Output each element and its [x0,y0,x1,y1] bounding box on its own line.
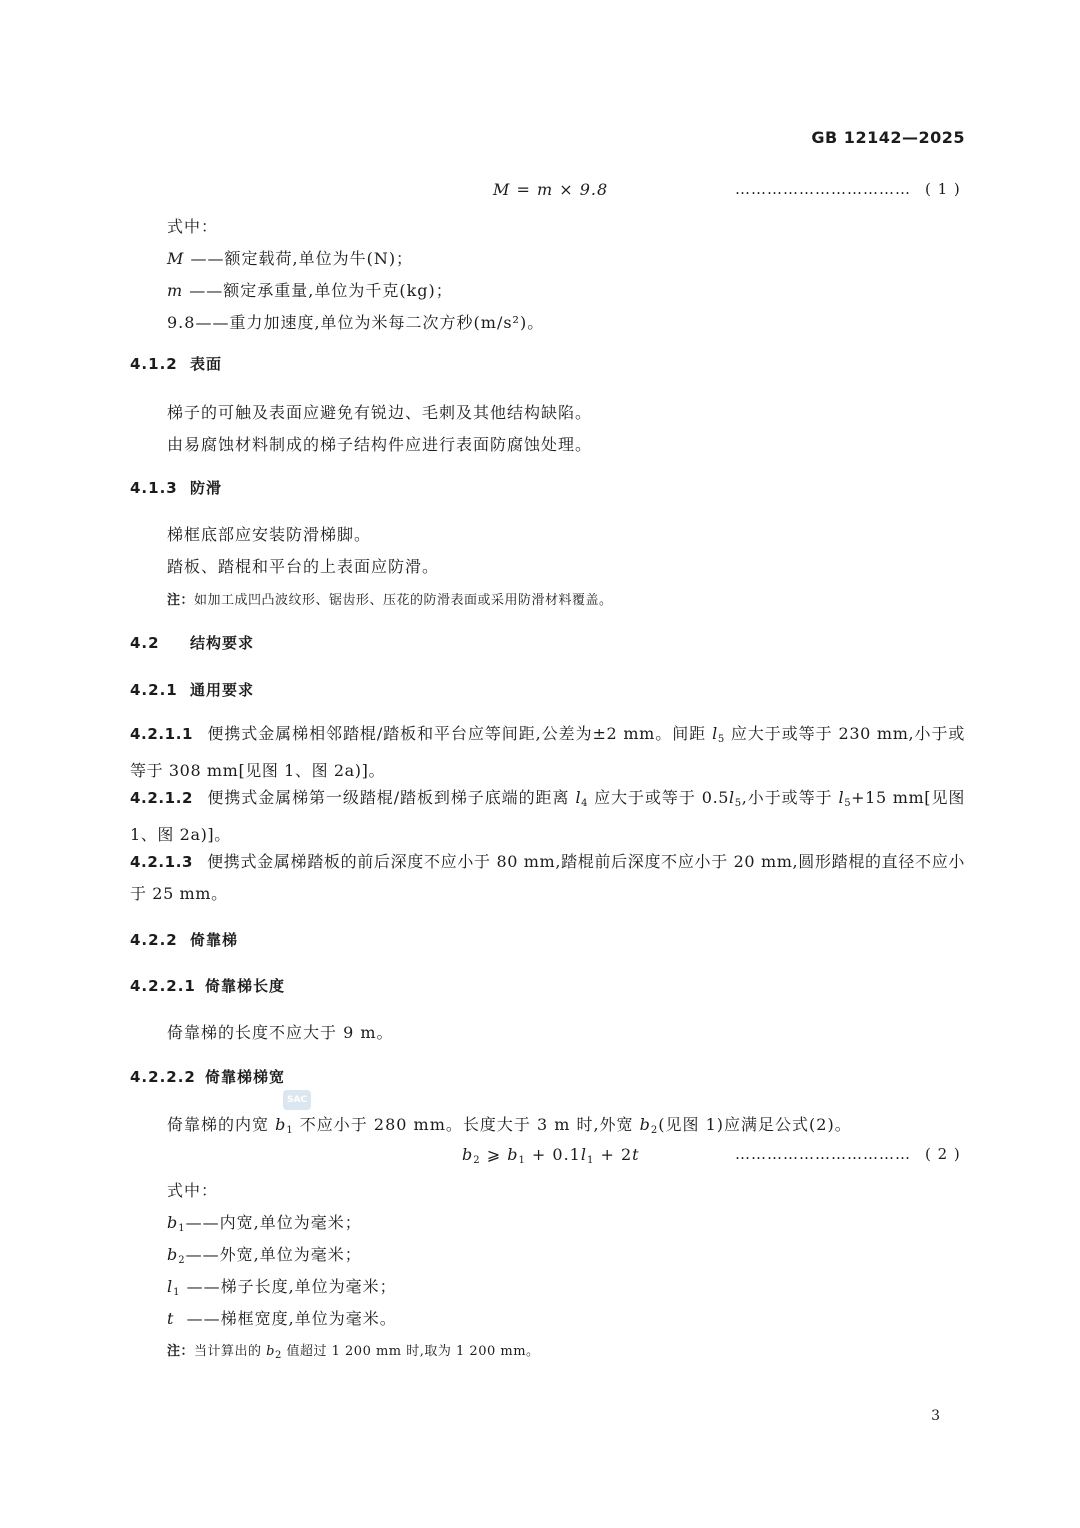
formula-2-leader-dots: …………………………… [735,1145,911,1163]
clause-4-2-1-1: 4.2.1.1 便携式金属梯相邻踏棍/踏板和平台应等间距,公差为±2 mm。间距 $l_5$ 应大于或等于 230 mm,小于或等于 308 mm[见图 1、图 2a)]。 [130,724,965,780]
symbol-definition: $b_2——$外宽,单位为毫米； [167,1245,362,1266]
paragraph: 倚靠梯的内宽 $b_1$ 不应小于 280 mm。长度大于 3 m 时,外宽 $b_2$(见图 1)应满足公式(2)。 [167,1115,852,1136]
sac-watermark: SAC [283,1090,311,1110]
formula-2-number: ( 2 ) [925,1145,961,1163]
symbol-definition: 9.8——重力加速度,单位为米每二次方秒(m/s²)。 [167,313,545,332]
paragraph: 梯子的可触及表面应避免有锐边、毛刺及其他结构缺陷。 [167,403,593,422]
note: 注：如加工成凹凸波纹形、锯齿形、压花的防滑表面或采用防滑材料覆盖。 [167,593,613,608]
formula-2: $b_2$ ⩾ $b_1 + 0.1l_1 + 2t$ [462,1145,640,1166]
paragraph: 踏板、踏棍和平台的上表面应防滑。 [167,557,440,576]
section-heading-4-2-2: 4.2.2 倚靠梯 [130,931,239,949]
paragraph: 梯框底部应安装防滑梯脚。 [167,525,372,544]
section-heading-4-2: 4.2 结构要求 [130,634,255,652]
clause-4-2-1-3: 4.2.1.3 便携式金属梯踏板的前后深度不应小于 80 mm,踏棍前后深度不应小于 20 mm,圆形踏棍的直径不应小于 25 mm。 [130,852,965,903]
symbol-definition: t ——梯框宽度,单位为毫米。 [167,1309,397,1328]
note: 注：当计算出的 $b_2$ 值超过 1 200 mm 时,取为 1 200 mm。 [167,1344,540,1361]
section-heading-4-1-2: 4.1.2 表面 [130,355,223,373]
section-heading-4-2-1: 4.2.1 通用要求 [130,681,255,699]
paragraph: 倚靠梯的长度不应大于 9 m。 [167,1023,394,1042]
symbol-definition: m ——额定承重量,单位为千克(kg)； [167,281,453,300]
section-heading-4-2-2-2: 4.2.2.2 倚靠梯梯宽 [130,1068,286,1086]
page-number: 3 [931,1408,940,1424]
where-label-1: 式中： [167,217,219,236]
section-heading-4-2-2-1: 4.2.2.1 倚靠梯长度 [130,977,286,995]
formula-1-leader-dots: …………………………… [735,180,911,198]
where-label-2: 式中： [167,1181,219,1200]
formula-1-number: ( 1 ) [925,180,961,198]
symbol-definition: $l_1$ ——梯子长度,单位为毫米； [167,1277,397,1298]
section-heading-4-1-3: 4.1.3 防滑 [130,479,223,497]
standard-number: GB 12142—2025 [811,128,965,147]
paragraph: 由易腐蚀材料制成的梯子结构件应进行表面防腐蚀处理。 [167,435,593,454]
symbol-definition: $b_1——$内宽,单位为毫米； [167,1213,362,1234]
formula-1: M = m × 9.8 [493,180,609,199]
symbol-definition: M ——额定载荷,单位为牛(N)； [167,249,414,268]
clause-4-2-1-2: 4.2.1.2 便携式金属梯第一级踏棍/踏板到梯子底端的距离 $l_4$ 应大于或等于 $0.5l_5$,小于或等于 $l_5+15$ mm[见图 1、图 2a)]。 [130,788,966,844]
